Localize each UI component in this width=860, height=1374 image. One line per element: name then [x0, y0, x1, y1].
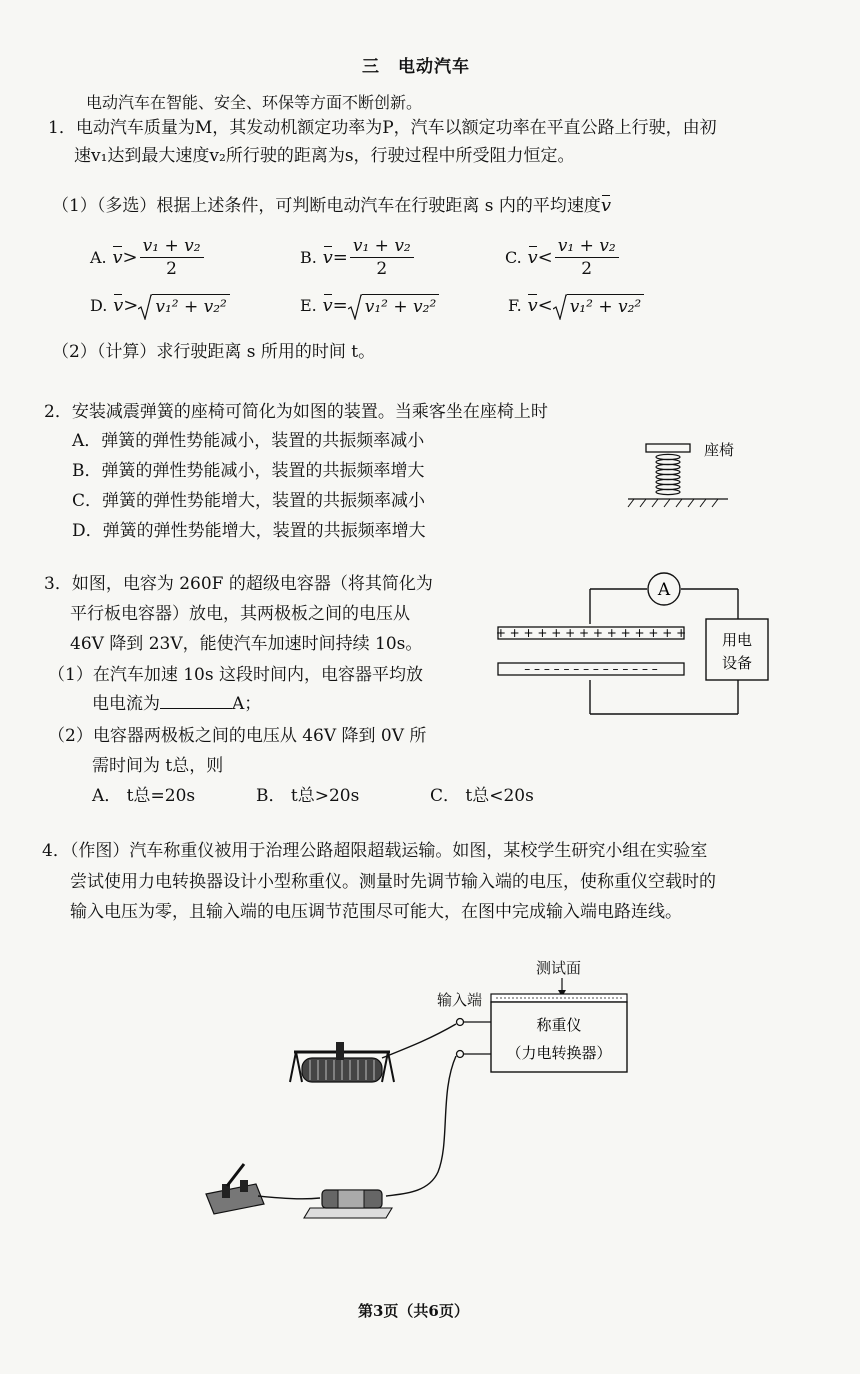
- fraction: $\frac{\text{v₁ + v₂}}{2}$: [140, 236, 204, 279]
- vbar: v: [112, 247, 123, 268]
- q3-part2-line1: （2）电容器两极板之间的电压从 46V 降到 0V 所: [48, 726, 427, 746]
- answer-blank[interactable]: [160, 694, 232, 709]
- spring-coil: [656, 454, 680, 494]
- q1-part2: （2）（计算）求行驶距离 s 所用的时间 t。: [52, 342, 376, 362]
- fraction: $\frac{\text{v₁ + v₂}}{2}$: [350, 236, 414, 279]
- q3-choice-b: B． t总>20s: [256, 786, 360, 806]
- q3-choice-a: A． t总=20s: [92, 786, 196, 806]
- eq-sign: =: [332, 247, 348, 268]
- test-surface-label: 测试面: [536, 959, 582, 977]
- q3-line1: 3．如图，电容为 260F 的超级电容器（将其简化为: [44, 574, 433, 594]
- option-b-label: B.: [300, 248, 317, 267]
- seat-plate: [646, 444, 690, 452]
- q3-part2-line2: 需时间为 t总，则: [92, 756, 224, 776]
- q3-part1-line2: 电电流为 A；: [92, 694, 262, 714]
- weighing-circuit-figure: [200, 972, 640, 1222]
- q4-line2: 尝试使用力电转换器设计小型称重仪。测量时先调节输入端的电压，使称重仪空载时的: [70, 872, 716, 892]
- q2-stem: 2．安装减震弹簧的座椅可简化为如图的装置。当乘客坐在座椅上时: [44, 402, 548, 422]
- vbar: v: [113, 295, 124, 316]
- wire-battery: [386, 1056, 456, 1196]
- q1-option-d: [90, 294, 230, 317]
- meter-label-2: （力电转换器）: [506, 1044, 612, 1062]
- option-a-label: A.: [90, 248, 107, 267]
- wire-rheostat: [382, 1024, 456, 1058]
- vbar: v: [322, 247, 333, 268]
- q3-line3: 46V 降到 23V，能使汽车加速时间持续 10s。: [70, 634, 423, 654]
- option-e-label: E.: [300, 296, 317, 315]
- q3-part1-line1: （1）在汽车加速 10s 这段时间内，电容器平均放: [48, 665, 423, 685]
- rheostat-icon[interactable]: [290, 1042, 394, 1082]
- q4-line3: 输入电压为零，且输入端的电压调节范围尽可能大，在图中完成输入端电路连线。: [70, 902, 682, 922]
- gt-sign: >: [123, 295, 139, 316]
- q2-option-a: A．弹簧的弹性势能减小，装置的共振频率减小: [72, 431, 425, 451]
- q1-part1-text: （1）（多选）根据上述条件，可判断电动汽车在行驶距离 s 内的平均速度: [52, 196, 601, 216]
- option-d-label: D.: [90, 296, 108, 315]
- meter-label-1: 称重仪: [536, 1016, 582, 1034]
- option-c-label: C.: [505, 248, 522, 267]
- gt-sign: >: [122, 247, 138, 268]
- q1-part1: [52, 196, 611, 216]
- eq-sign: =: [332, 295, 348, 316]
- lt-sign: <: [537, 247, 553, 268]
- q1-option-f: [508, 294, 644, 317]
- ammeter-label: A: [657, 580, 671, 600]
- q1-vbar-symbol: v: [600, 195, 612, 216]
- device-label-2: 设备: [721, 654, 753, 672]
- intro-text: 电动汽车在智能、安全、环保等方面不断创新。: [86, 93, 423, 112]
- vbar: v: [527, 247, 538, 268]
- vbar: v: [322, 295, 333, 316]
- input-terminal-1[interactable]: [457, 1019, 464, 1026]
- sqrt: v₁² + v₂²: [553, 294, 645, 317]
- q1-option-c: [505, 236, 621, 279]
- q2-option-c: C．弹簧的弹性势能增大，装置的共振频率减小: [72, 491, 426, 511]
- input-terminal-2[interactable]: [457, 1051, 464, 1058]
- input-terminal-label: 输入端: [437, 991, 483, 1009]
- switch-icon[interactable]: [206, 1164, 320, 1214]
- option-f-label: F.: [508, 296, 522, 315]
- capacitor-circuit-figure: [492, 568, 782, 722]
- ground-hatch: [628, 499, 718, 507]
- q2-option-d: D．弹簧的弹性势能增大，装置的共振频率增大: [72, 521, 426, 541]
- battery-icon: [304, 1190, 392, 1218]
- q3-line2: 平行板电容器）放电，其两极板之间的电压从: [70, 604, 410, 624]
- vbar: v: [527, 295, 538, 316]
- device-label-1: 用电: [721, 631, 753, 649]
- q2-option-b: B．弹簧的弹性势能减小，装置的共振频率增大: [72, 461, 425, 481]
- q3-choice-c: C． t总<20s: [430, 786, 534, 806]
- section-title: 三 电动汽车: [362, 57, 470, 77]
- lt-sign: <: [537, 295, 553, 316]
- test-surface: [491, 994, 627, 1002]
- sqrt: v₁² + v₂²: [138, 294, 230, 317]
- q1-option-e: [300, 294, 439, 317]
- sqrt: v₁² + v₂²: [348, 294, 440, 317]
- q1-stem-line2: 速v₁达到最大速度v₂所行驶的距离为s，行驶过程中所受阻力恒定。: [74, 146, 575, 166]
- q1-option-b: [300, 236, 416, 279]
- seat-label: 座椅: [704, 441, 735, 459]
- page-footer: 第3页（共6页）: [358, 1302, 469, 1320]
- q1-stem-line1: 1．电动汽车质量为M，其发动机额定功率为P，汽车以额定功率在平直公路上行驶，由初: [48, 118, 717, 138]
- q1-option-a: [90, 236, 206, 279]
- top-plate-charges: + + + + + + + + + + + + + +: [495, 626, 687, 640]
- q4-line1: 4．（作图）汽车称重仪被用于治理公路超限超载运输。如图，某校学生研究小组在实验室: [42, 841, 708, 861]
- fraction: $\frac{\text{v₁ + v₂}}{2}$: [555, 236, 619, 279]
- bottom-plate-charges: – – – – – – – – – – – – – –: [524, 662, 658, 676]
